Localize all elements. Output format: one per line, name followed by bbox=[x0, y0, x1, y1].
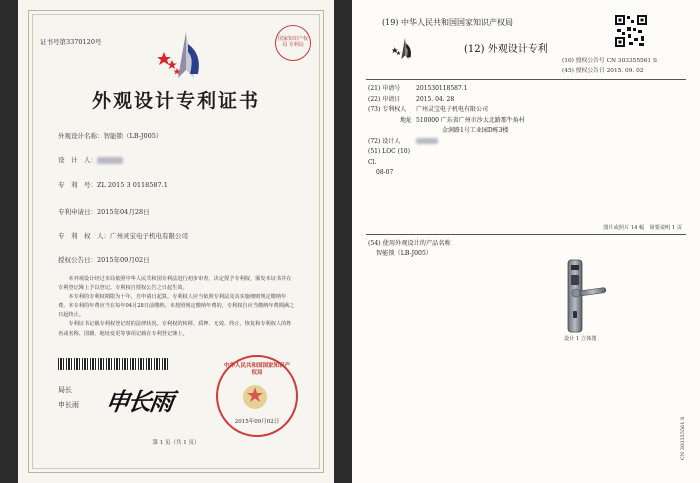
bib-designer: (72) 设计人 bbox=[368, 137, 525, 148]
bib-patentee: (73) 专利权人 广州灵宝电子机电有限公司 bbox=[368, 106, 489, 113]
cnipa-logo-icon bbox=[392, 36, 418, 62]
smart-lock-image bbox=[560, 256, 610, 336]
bib-application-number: (21) 申请号 201530118587.1 bbox=[368, 85, 468, 92]
qr-code-icon bbox=[614, 14, 648, 48]
document-type: (12) 外观设计专利 bbox=[464, 44, 548, 55]
redacted-designer bbox=[416, 138, 438, 144]
publication-number bbox=[562, 57, 657, 66]
seal-text: 中华人民共和国国家知识产权局 bbox=[223, 363, 290, 376]
certificate-number: 证书号第3370120号 bbox=[40, 38, 102, 46]
field-value: 2015年04月28日 bbox=[97, 208, 150, 216]
publication-date bbox=[562, 67, 643, 76]
seal-date: 2015年09月02日 bbox=[234, 419, 280, 425]
director-title: 局长 bbox=[58, 386, 72, 394]
bibliographic-data bbox=[368, 84, 525, 179]
paragraph-grant: 本外观设计经过本局依照中华人民共和国专利法进行初步审查，决定授予专利权，颁发本证书并在专利登记簿上予以登记。专利权自授权公告之日起生效。 bbox=[58, 276, 292, 292]
redacted-name bbox=[97, 157, 123, 164]
field-label: 授权公告日： bbox=[58, 256, 97, 264]
field-label: 专 利 号： bbox=[58, 181, 97, 189]
field-label: 专利申请日： bbox=[58, 208, 97, 216]
paragraph-term: 本专利的专利权期限为十年，自申请日起算。专利权人应当依照专利法及其实施细则规定缴纳年费。本专利的年费应当在每年04月28日前缴纳。未按照规定缴纳年费的，专利权自应当缴纳年费期满之日起终止。 bbox=[58, 294, 295, 319]
field-patentee bbox=[58, 232, 188, 242]
publication-number-value: CN 303355561 S bbox=[606, 58, 657, 64]
field-filing-date bbox=[58, 208, 150, 218]
bib-filing-date: (22) 申请日 2015. 04. 28 bbox=[368, 95, 455, 103]
certificate-barcode bbox=[58, 358, 168, 370]
official-seal bbox=[216, 355, 298, 437]
field-value: 智能锁（LB-J005） bbox=[103, 132, 163, 140]
bib-loc-class: (51) LOC (10) Cl. bbox=[368, 148, 410, 166]
page-summary: 图片或照片 14 幅 简要说明 1 页 bbox=[603, 225, 682, 231]
certificate-title: 外观设计专利证书 bbox=[91, 90, 260, 112]
field-designer bbox=[58, 156, 123, 166]
certificate-body bbox=[58, 275, 296, 339]
field-patent-number bbox=[58, 181, 168, 191]
field-label: 设 计 人： bbox=[58, 156, 97, 164]
field-value: ZL 2015 3 0118587.1 bbox=[97, 181, 168, 189]
director-signature: 申长雨 bbox=[103, 387, 174, 416]
patent-publication-page bbox=[352, 0, 700, 483]
publication-date-label: (45) 授权公告日 bbox=[562, 68, 605, 74]
bib-address-line2: 金润路1号工业园D栋3楼 bbox=[442, 127, 509, 134]
top-stamp: 国家知识产权局 专利局 bbox=[275, 25, 311, 61]
bib-address: 地址 510000 广东省广州市沙太北路那牛角村 bbox=[399, 116, 525, 124]
bib-loc-code: 08-07 bbox=[376, 169, 394, 176]
mid-rule bbox=[366, 234, 686, 235]
field-grant-date bbox=[58, 256, 150, 266]
patent-certificate-page bbox=[18, 0, 334, 483]
office-header: (19) 中华人民共和国国家知识产权局 bbox=[382, 18, 513, 27]
cnipa-emblem-icon bbox=[158, 30, 214, 82]
field-label: 专 利 权 人： bbox=[58, 232, 110, 240]
certificate-page-number: 第 1 页（共 1 页） bbox=[152, 440, 200, 446]
side-publication-number: CN 303355561 S bbox=[680, 416, 686, 460]
field-label: 外观设计名称： bbox=[58, 132, 104, 140]
field-value: 2015年09月02日 bbox=[97, 256, 150, 264]
product-label: (54) 使用外观设计的产品名称 bbox=[368, 240, 451, 247]
product-section bbox=[368, 239, 451, 259]
publication-number-label: (10) 授权公告号 bbox=[562, 58, 605, 64]
field-value: 广州灵宝电子机电有限公司 bbox=[110, 232, 188, 240]
product-name: 智能锁（LB-J005） bbox=[376, 250, 433, 257]
field-design-name bbox=[58, 132, 162, 142]
image-caption: 设计 1 立体图 bbox=[564, 336, 597, 342]
director-name: 申长雨 bbox=[58, 401, 79, 409]
publication-date-value: 2015. 09. 02 bbox=[606, 68, 644, 74]
paragraph-legal-status: 专利证书记载专利权登记时的法律状况。专利权的转移、质押、无效、终止、恢复和专利权人的姓名或名称、国籍、地址变更等事项记载在专利登记簿上。 bbox=[58, 321, 292, 337]
header-rule bbox=[366, 79, 686, 80]
